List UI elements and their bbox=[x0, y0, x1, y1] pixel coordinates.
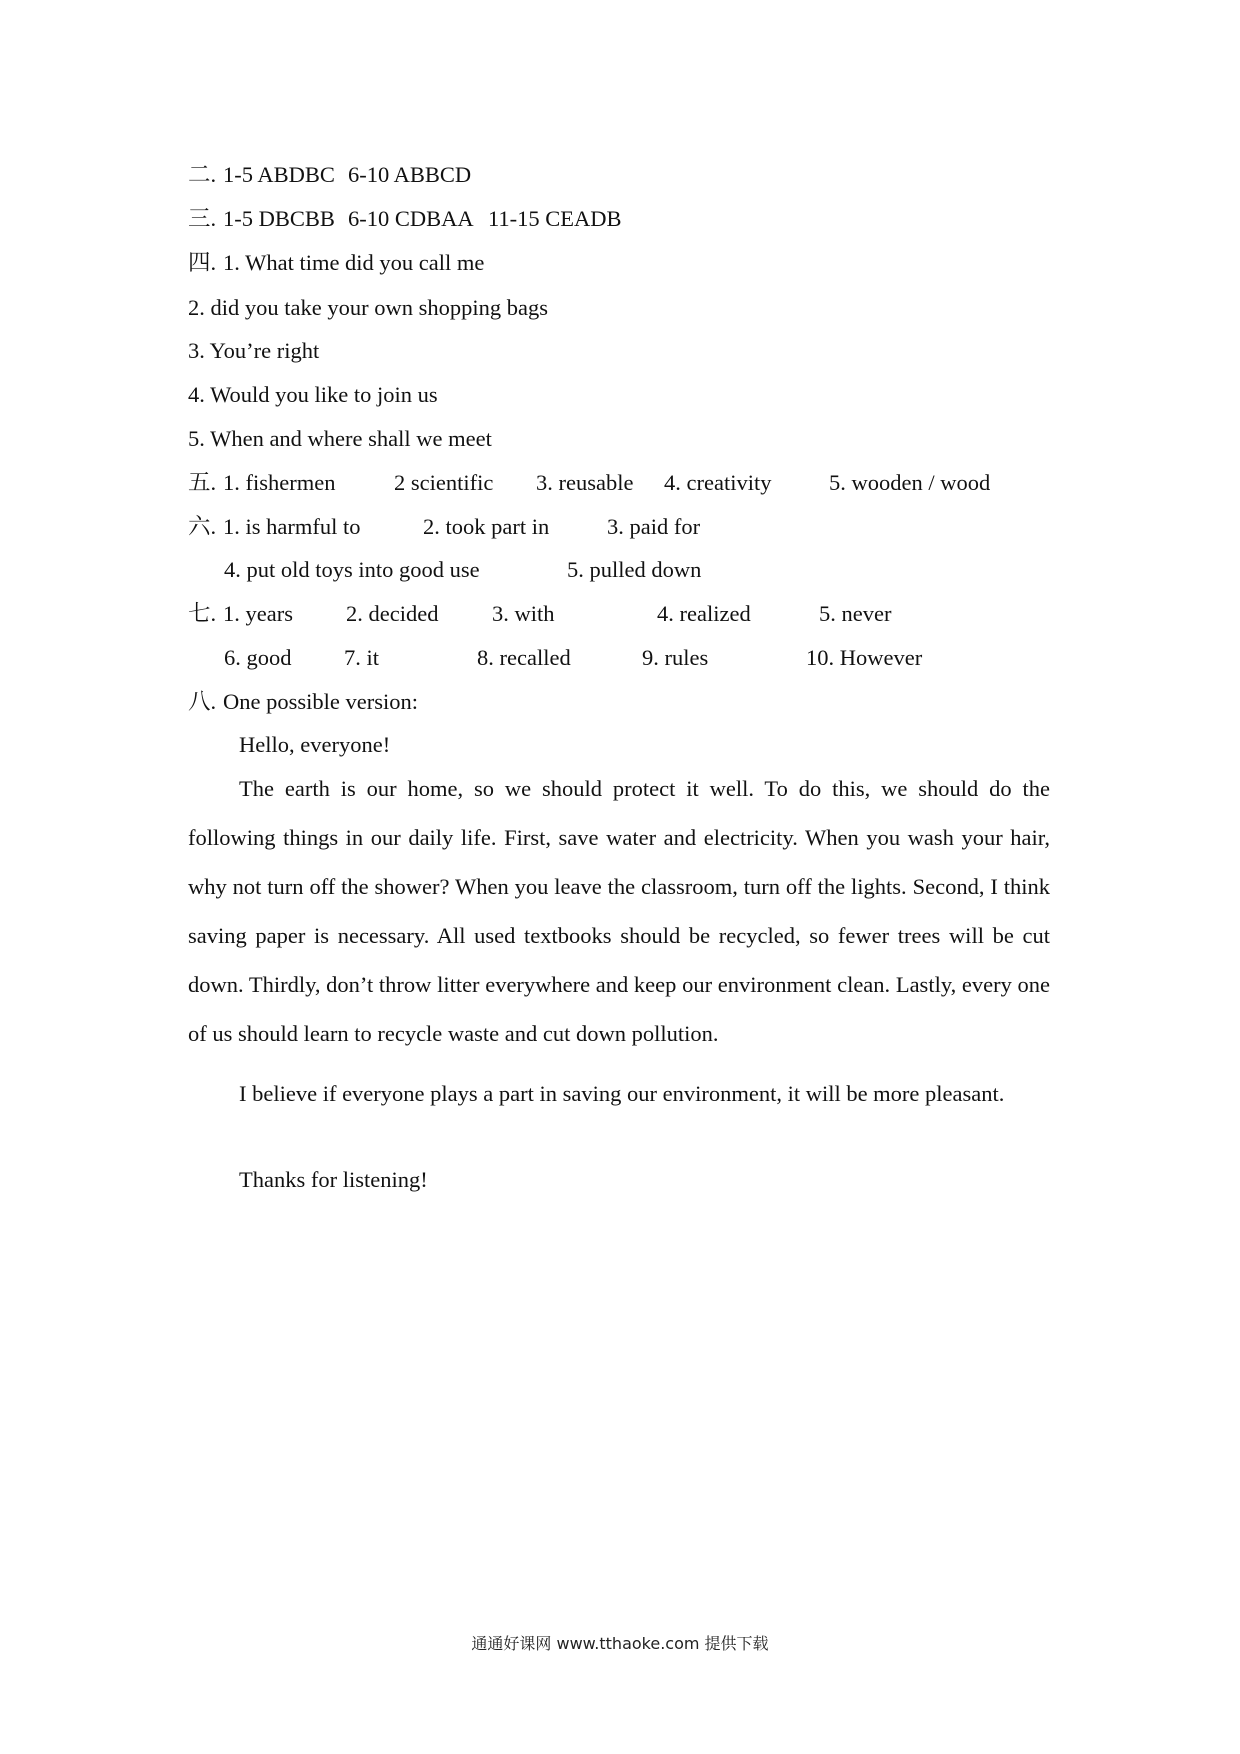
answer-item: 3. You’re right bbox=[188, 338, 320, 363]
answer-item: 3. with bbox=[492, 601, 555, 626]
answer-item: 4. put old toys into good use bbox=[224, 557, 480, 582]
section-marker: 八. bbox=[188, 689, 217, 714]
answer-group: 6-10 ABBCD bbox=[348, 162, 472, 187]
answer-item: 4. Would you like to join us bbox=[188, 382, 438, 407]
essay-closing: Thanks for listening! bbox=[239, 1167, 428, 1192]
answer-group: 1-5 ABDBC bbox=[223, 162, 335, 187]
section-marker: 四. bbox=[188, 250, 217, 275]
answer-item: 3. paid for bbox=[607, 514, 701, 539]
answer-item: 2. did you take your own shopping bags bbox=[188, 295, 548, 320]
answer-item: 5. When and where shall we meet bbox=[188, 426, 492, 451]
section-marker: 三. bbox=[188, 206, 217, 231]
answer-item: 1. years bbox=[223, 601, 293, 626]
section-marker: 二. bbox=[188, 162, 217, 187]
answer-item: 1. is harmful to bbox=[223, 514, 361, 539]
answer-item: 4. creativity bbox=[664, 470, 772, 495]
essay-paragraph-2: I believe if everyone plays a part in saving our environment, it will be more pleasant. bbox=[239, 1081, 1005, 1106]
answer-item: 1. fishermen bbox=[223, 470, 336, 495]
section-marker: 五. bbox=[188, 470, 217, 495]
answer-item: 4. realized bbox=[657, 601, 751, 626]
answer-item: 1. What time did you call me bbox=[223, 250, 485, 275]
answer-item: 5. never bbox=[819, 601, 892, 626]
answer-item: 5. pulled down bbox=[567, 557, 702, 582]
answer-item: 2. decided bbox=[346, 601, 439, 626]
essay-greeting: Hello, everyone! bbox=[239, 732, 391, 757]
answer-group: 1-5 DBCBB bbox=[223, 206, 335, 231]
answer-item: 2 scientific bbox=[394, 470, 494, 495]
answer-item: 8. recalled bbox=[477, 645, 571, 670]
answer-item: 10. However bbox=[806, 645, 923, 670]
answer-group: 6-10 CDBAA bbox=[348, 206, 474, 231]
answer-item: 3. reusable bbox=[536, 470, 634, 495]
section-marker: 六. bbox=[188, 514, 217, 539]
answer-item: 9. rules bbox=[642, 645, 709, 670]
section-marker: 七. bbox=[188, 601, 217, 626]
answer-group: 11-15 CEADB bbox=[488, 206, 622, 231]
answer-item: 2. took part in bbox=[423, 514, 550, 539]
answer-item: 7. it bbox=[344, 645, 380, 670]
essay-paragraph-1: The earth is our home, so we should protect it well. To do this, we should do the following things in our daily life. First, save water and electricity. When you wash your hair, why not turn off the shower? When you leave the classroom, turn off the lights. Second, I think saving paper is necessary. All used textbooks should be recycled, so fewer trees will be cut down. Thirdly, don’t throw litter everywhere and keep our environment clean. Lastly, every one of us should learn to recycle waste and cut down pollution. bbox=[188, 776, 1050, 1046]
answer-item: 5. wooden / wood bbox=[829, 470, 991, 495]
page-footer: 通通好课网 www.tthaoke.com 提供下载 bbox=[471, 1634, 769, 1653]
answer-item: 6. good bbox=[224, 645, 292, 670]
essay-intro: One possible version: bbox=[223, 689, 418, 714]
